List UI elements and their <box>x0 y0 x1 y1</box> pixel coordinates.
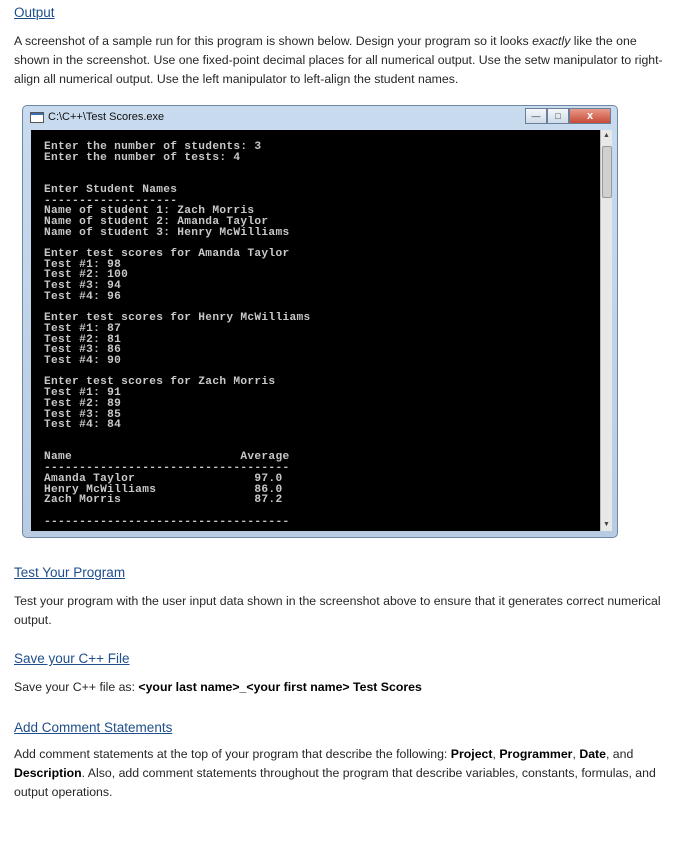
comments-sep-1: , <box>492 747 500 761</box>
output-paragraph <box>14 32 664 89</box>
comments-date: Date <box>579 747 606 761</box>
close-button[interactable]: x <box>569 108 611 124</box>
maximize-button[interactable]: □ <box>547 108 569 124</box>
console-text: Enter the number of students: 3 Enter the number of tests: 4 Enter Student Names ------------------- Name of student 1: Zach Morris Name of student 2: Amanda Taylor Name of student 3: Henry McWilliams Enter test scores for Amanda Taylor Test #1: 98 Test #2: 100 Test #3: 94 Test #4: 96 Enter test scores for Henry McWilliams Test #1: 87 Test #2: 81 Test #3: 86 Test #4: 90 Enter test scores for Zach Morris Test #1: 91 Test #2: 89 Test #3: 85 Test #4: 84 Name Average ----------------------------------- Amanda Taylor 97.0 Henry McWilliams 86.0 Zach Morris 87.2 ----------------------------------- <box>44 141 311 528</box>
comments-sep-2: , <box>572 747 580 761</box>
output-text-1: A screenshot of a sample run for this program is shown below. Design your program so it looks <box>14 34 533 48</box>
comments-text-2: . Also, add comment statements throughout the program that describe variables, constants, formulas, and output operations. <box>14 766 656 799</box>
save-file-filename: <your last name>_<your first name> Test Scores <box>138 680 422 694</box>
save-file-heading: Save your C++ File <box>14 651 130 666</box>
window-titlebar[interactable] <box>23 106 617 129</box>
comments-sep-3: , and <box>605 747 634 761</box>
console-output-area[interactable] <box>31 130 600 531</box>
minimize-button[interactable]: — <box>525 108 547 124</box>
save-file-text: Save your C++ file as: <box>14 680 139 694</box>
comments-text-1: Add comment statements at the top of your program that describe the following: <box>14 747 451 761</box>
comments-heading: Add Comment Statements <box>14 720 173 735</box>
output-text-emphasis: exactly <box>532 34 571 48</box>
output-text-2: like the one shown in the screenshot. Use one fixed-point decimal places for all numerical output. Use the setw manipulator to right-align all numerical output. Use the left manipulator to left-align the student names. <box>14 34 663 86</box>
comments-programmer: Programmer <box>499 747 573 761</box>
window-controls <box>525 108 611 125</box>
scroll-down-arrow-icon[interactable]: ▼ <box>603 521 610 528</box>
comments-description: Description <box>14 766 82 780</box>
console-scrollbar[interactable] <box>600 130 612 531</box>
test-program-paragraph: Test your program with the user input data shown in the screenshot above to ensure that it generates correct numerical output. <box>14 594 661 627</box>
console-app-icon <box>30 112 44 123</box>
scrollbar-thumb[interactable] <box>602 146 612 198</box>
comments-paragraph <box>14 745 664 802</box>
window-title: C:\C++\Test Scores.exe <box>48 111 165 123</box>
console-window <box>22 105 618 538</box>
test-program-heading: Test Your Program <box>14 565 126 580</box>
output-heading: Output <box>14 5 55 20</box>
comments-project: Project <box>450 747 493 761</box>
save-file-paragraph <box>14 678 664 697</box>
scroll-up-arrow-icon[interactable]: ▲ <box>603 132 610 139</box>
